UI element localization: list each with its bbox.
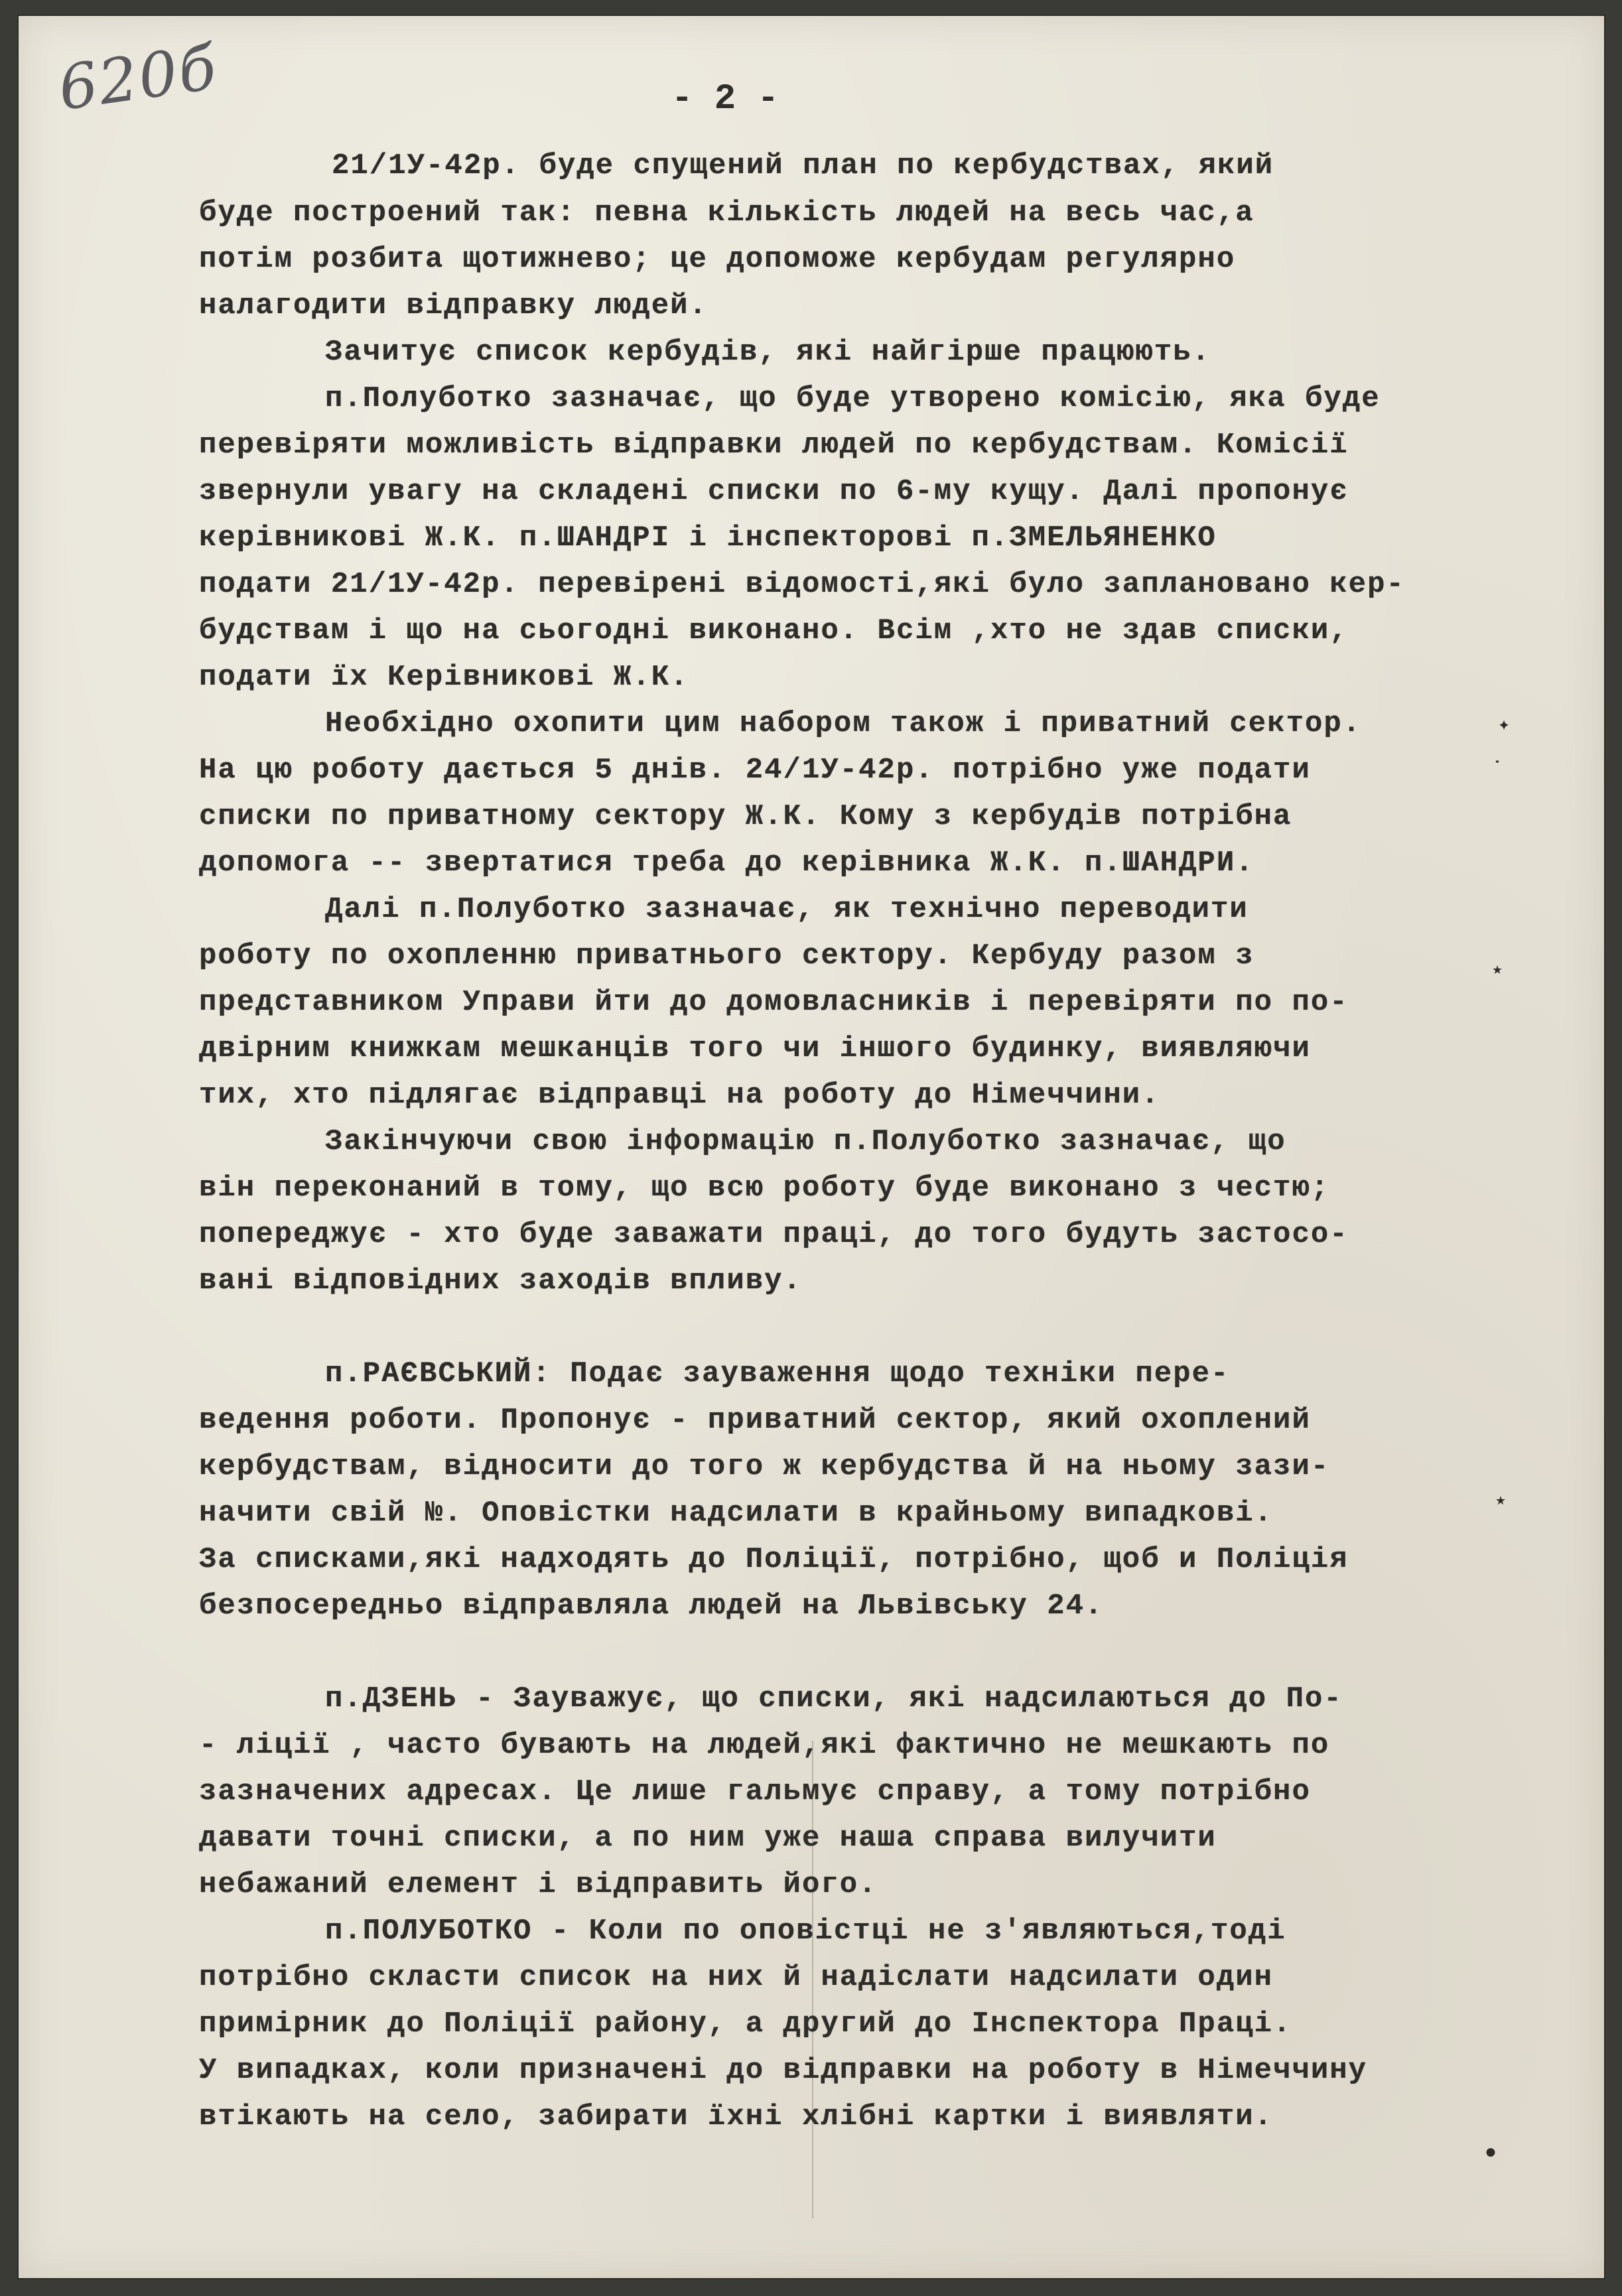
text-line: буде построений так: певна кількість людей на весь час,а [199, 196, 1254, 230]
text-line: перевіряти можливість відправки людей по кербудствам. Комісії [199, 429, 1349, 462]
text-line: подати їх Керівникові Ж.К. [199, 661, 689, 694]
text-line: начити свій №. Оповістки надсилати в крайньому випадкові. [199, 1497, 1274, 1530]
text-line: тих, хто підлягає відправці на роботу до Німеччини. [199, 1079, 1160, 1112]
margin-mark: ✦ [1498, 714, 1511, 737]
margin-mark: ˙ [1491, 759, 1504, 781]
text-line: вані відповідних заходів впливу. [199, 1264, 802, 1298]
text-line: двірним книжкам мешканців того чи іншого будинку, виявляючи [199, 1032, 1311, 1065]
text-line: попереджує - хто буде заважати праці, до того будуть застосо- [199, 1218, 1349, 1251]
text-line: ведення роботи. Пропонує - приватний сектор, який охоплений [199, 1404, 1311, 1437]
text-line: - ліції , часто бувають на людей,які фактично не мешкають по [199, 1729, 1330, 1762]
text-line: зазначених адресах. Це лише гальмує справу, а тому потрібно [199, 1775, 1311, 1808]
text-line: налагодити відправку людей. [199, 289, 708, 322]
text-line: Далі п.Полуботко зазначає, як технічно переводити [325, 893, 1249, 926]
text-line: п.ДЗЕНЬ - Зауважує, що списки, які надсилаються до По- [325, 1682, 1343, 1716]
text-line: подати 21/1У-42р. перевірені відомості,які було заплановано кер- [199, 568, 1405, 601]
fold-crease [812, 1741, 813, 2218]
text-line: звернули увагу на складені списки по 6-му кущу. Далі пропонує [199, 475, 1349, 508]
text-line: небажаний елемент і відправить його. [199, 1868, 878, 1901]
margin-mark: ٭ [1491, 960, 1504, 982]
text-line: роботу по охопленню приватнього сектору. Кербуду разом з [199, 939, 1254, 973]
text-line: 21/1У-42р. буде спущений план по кербудствах, який [332, 149, 1274, 182]
text-line: втікають на село, забирати їхні хлібні картки і виявляти. [199, 2100, 1274, 2133]
page-number: - 2 - [671, 79, 779, 119]
text-line: п.ПОЛУБОТКО - Коли по оповістці не з'являються,тоді [325, 1915, 1286, 1948]
text-line: він переконаний в тому, що всю роботу буде виконано з честю; [199, 1172, 1330, 1205]
text-line: кербудствам, відносити до того ж кербудства й на ньому зази- [199, 1450, 1330, 1483]
text-line: будствам і що на сьогодні виконано. Всім ,хто не здав списки, [199, 614, 1349, 647]
text-line: потрібно скласти список на них й надіслати надсилати один [199, 1961, 1274, 1994]
text-line: давати точні списки, а по ним уже наша справа вилучити [199, 1822, 1217, 1855]
archive-number-handwritten: 620б [54, 31, 222, 125]
text-line: списки по приватному сектору Ж.К. Кому з кербудів потрібна [199, 800, 1292, 833]
text-line: потім розбита щотижнево; це допоможе кербудам регулярно [199, 243, 1236, 276]
text-line: На цю роботу дається 5 днів. 24/1У-42р. потрібно уже подати [199, 754, 1311, 787]
document-page [19, 16, 1604, 2278]
text-line: п.РАЄВСЬКИЙ: Подає зауваження щодо техніки пере- [325, 1357, 1230, 1390]
margin-mark: ٭ [1495, 1491, 1507, 1513]
text-line: керівникові Ж.К. п.ШАНДРІ і інспекторові п.ЗМЕЛЬЯНЕНКО [199, 521, 1217, 555]
text-line: Закінчуючи свою інформацію п.Полуботко зазначає, що [325, 1125, 1286, 1158]
text-line: п.Полуботко зазначає, що буде утворено комісію, яка буде [325, 382, 1381, 415]
margin-mark: ● [1485, 2142, 1497, 2165]
text-line: примірник до Поліції району, а другий до Інспектора Праці. [199, 2007, 1292, 2041]
text-line: За списками,які надходять до Поліції, потрібно, щоб и Поліція [199, 1543, 1349, 1576]
text-line: допомога -- звертатися треба до керівника Ж.К. п.ШАНДРИ. [199, 846, 1254, 880]
text-line: безпосередньо відправляла людей на Львівську 24. [199, 1589, 1104, 1623]
text-line: У випадках, коли призначені до відправки на роботу в Німеччину [199, 2054, 1368, 2087]
text-line: Необхідно охопити цим набором також і приватний сектор. [325, 707, 1362, 740]
text-line: Зачитує список кербудів, які найгірше працюють. [325, 336, 1211, 369]
text-line: представником Управи йти до домовласників і перевіряти по по- [199, 986, 1349, 1019]
